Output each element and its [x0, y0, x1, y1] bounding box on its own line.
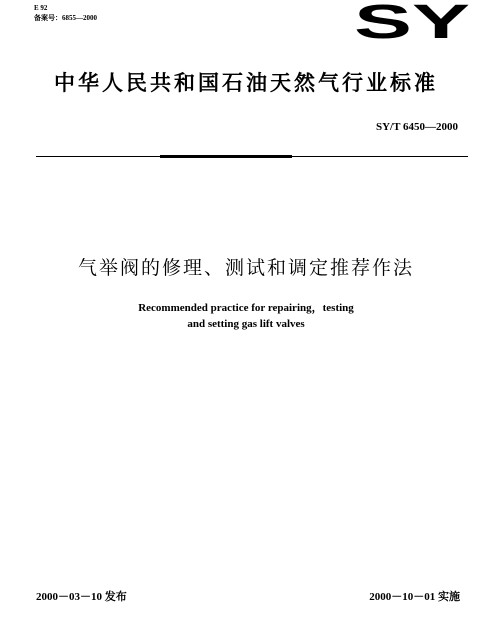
implementation-date: 2000－10－01 实施: [369, 591, 460, 603]
standard-code: SY/T 6450—2000: [375, 121, 458, 133]
standard-title: 中华人民共和国石油天然气行业标准: [54, 71, 438, 95]
document-title-en-line2: and setting gas lift valves: [187, 318, 305, 330]
sy-logo-text: SY: [354, 0, 470, 42]
classification-code: E 92: [34, 4, 48, 12]
document-title-en: [0, 300, 492, 332]
document-title-en-line1: Recommended practice for repairing，testing: [138, 302, 354, 314]
header-rule-accent: [160, 155, 292, 158]
filing-number: 备案号：6855—2000: [34, 14, 97, 22]
sy-logo: [352, 0, 472, 42]
issue-date: 2000－03－10 发布: [36, 591, 127, 603]
document-title-cn: 气举阀的修理、测试和调定推荐作法: [77, 257, 414, 279]
